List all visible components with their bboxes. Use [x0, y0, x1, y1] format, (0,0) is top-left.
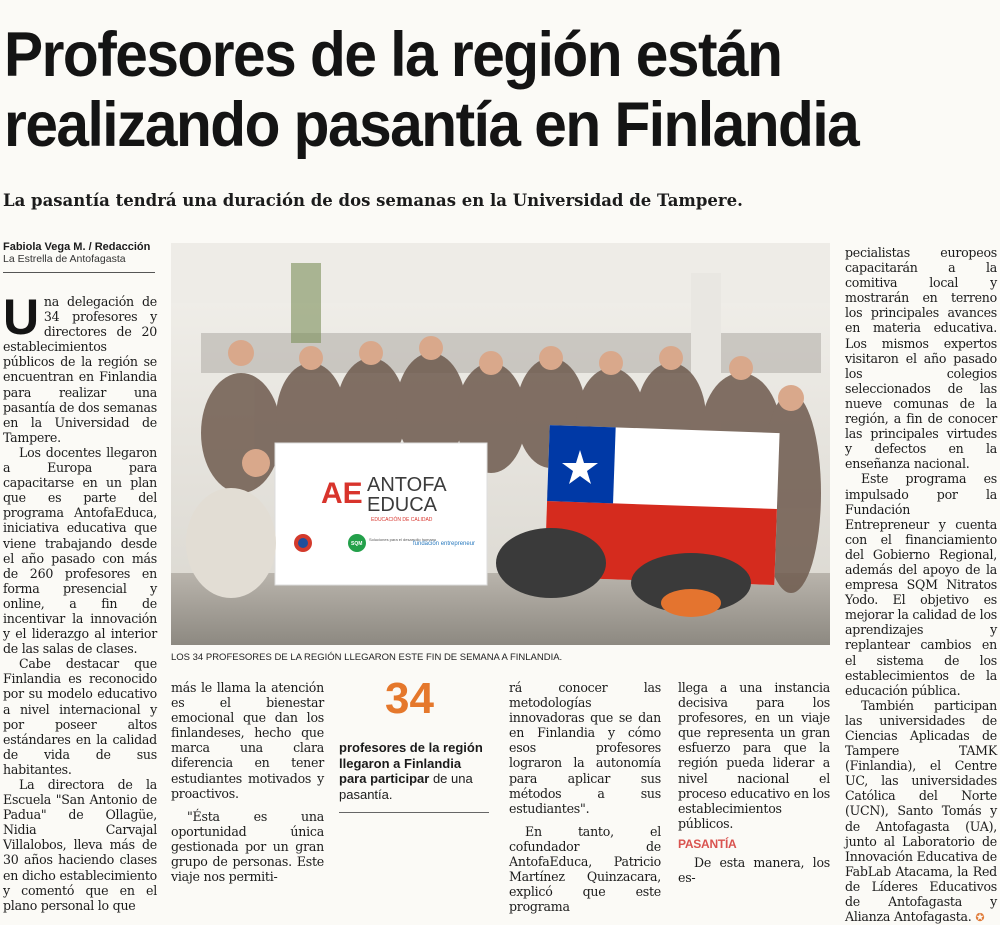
banner-line-1: ANTOFA	[367, 474, 447, 496]
headline-line-1: Profesores de la región están	[4, 20, 782, 90]
article-column-5	[678, 680, 830, 886]
banner-logo-mark: AE	[321, 477, 363, 510]
sponsor-1-mark: SQM	[351, 541, 363, 547]
sponsor-2-text: fundación entrepreneur	[413, 541, 476, 547]
article-column-4	[509, 680, 661, 915]
paragraph: Los docentes llegaron a Europa para capacitarse en un plan que es parte del programa AntofaEduca, iniciativa educativa que viene trabajando desde el año pasado con más de 260 profesores en forma presencial y online, a fin de incentivar la innovación y el liderazgo al interior de las salas de clases.	[3, 444, 157, 657]
paragraph-text: También participan las universidades de Ciencias Aplicadas de Tampere TAMK (Finlandia), el Centre UC, las universidades Católica del Norte (UCN), Santo Tomás y de Antofagasta (UA), junto al Laboratorio de Innovación Educativa de FabLab Atacama, la Red de Líderes Educativos de Antofagasta y Alianza Antofagasta.	[845, 697, 997, 925]
end-of-article-icon: ✪	[975, 911, 985, 925]
banner-tagline: EDUCACIÓN DE CALIDAD	[371, 517, 433, 523]
paragraph: rá conocer las metodologías innovadoras que se dan en Finlandia y cómo esos profesores lograron la autonomía para aplicar sus métodos a sus estudiantes".	[509, 680, 661, 816]
photo-caption: LOS 34 PROFESORES DE LA REGIÓN LLEGARON ESTE FIN DE SEMANA A FINLANDIA.	[171, 652, 563, 663]
headline-line-2: realizando pasantía en Finlandia	[4, 90, 859, 160]
paragraph: Este programa es impulsado por la Fundación Entrepreneur y cuenta con el financiamiento del Gobierno Regional, además del apoyo de la empresa SQM Nitratos Yodo. El objetivo es mejorar la calidad de los aprendizajes y replantear cambios en el sistema de los establecimientos de la educación pública.	[845, 471, 997, 698]
antofaeduca-banner	[275, 443, 487, 585]
byline-divider	[3, 272, 155, 273]
paragraph: Cabe destacar que Finlandia es reconocido por su modelo educativo a nivel internacional y por poseer altos estándares en la calidad de vida de sus habitantes.	[3, 656, 157, 777]
headline	[4, 20, 929, 160]
paragraph: "Ésta es una oportunidad única gestionada por un gran grupo de personas. Este viaje nos permiti-	[171, 808, 324, 885]
paragraph: En tanto, el cofundador de AntofaEduca, Patricio Martínez Quinzacara, explicó que este programa	[509, 823, 661, 915]
article-column-2	[171, 680, 324, 885]
stat-bold-text: profesores de la región llegaron a Finlandia para participar	[339, 740, 483, 786]
banner-line-2: EDUCA	[367, 494, 438, 516]
paragraph: llega a una instancia decisiva para los profesores, en un viaje que representa un gran esfuerzo para que la región pueda liderar a nivel nacional el proceso educativo en los establecimientos públicos.	[678, 680, 830, 831]
paragraph: pecialistas europeos capacitarán a la comitiva local y mostrarán en terreno los principales avances en materia educativa. Los mismos expertos visitaron el año pasado los colegios seleccionados de las nueve comunas de la región, a fin de conocer las principales virtudes y defectos en la enseñanza nacional.	[845, 245, 997, 472]
paragraph: más le llama la atención es el bienestar emocional que dan los finlandeses, hecho que marca una clara diferencia en tener estudiantes motivados y proactivos.	[171, 680, 324, 801]
stat-rest-text: de una pasantía.	[339, 771, 473, 802]
group-photo	[171, 243, 830, 645]
stat-number: 34	[385, 674, 434, 723]
subheadline: La pasantía tendrá una duración de dos semanas en la Universidad de Tampere.	[3, 191, 743, 210]
stat-divider	[339, 812, 489, 813]
paragraph: La directora de la Escuela "San Antonio de Padua" de Ollagüe, Nidia Carvajal Villalobos, lleva más de 30 años haciendo clases en dicho establecimiento y comentó que en el plano personal lo que	[3, 777, 157, 913]
byline-author: Fabiola Vega M. / Redacción	[3, 241, 151, 253]
stat-description	[339, 740, 489, 802]
section-heading: PASANTÍA	[678, 836, 737, 851]
byline-publication: La Estrella de Antofagasta	[3, 253, 126, 265]
paragraph	[3, 289, 157, 445]
paragraph-text: na delegación de 34 profesores y directores de 20 establecimientos públicos de la región se encuentran en Finlandia para realizar una pasantía de dos semanas en la Universidad de Tampere.	[3, 294, 157, 445]
byline	[3, 241, 155, 265]
paragraph	[845, 698, 997, 925]
sponsor-1-text: Soluciones para el desarrollo humano	[369, 537, 437, 542]
drop-cap: U	[3, 289, 39, 345]
article-column-6	[845, 245, 997, 925]
paragraph: De esta manera, los es-	[678, 855, 830, 886]
article-column-1	[3, 289, 157, 913]
